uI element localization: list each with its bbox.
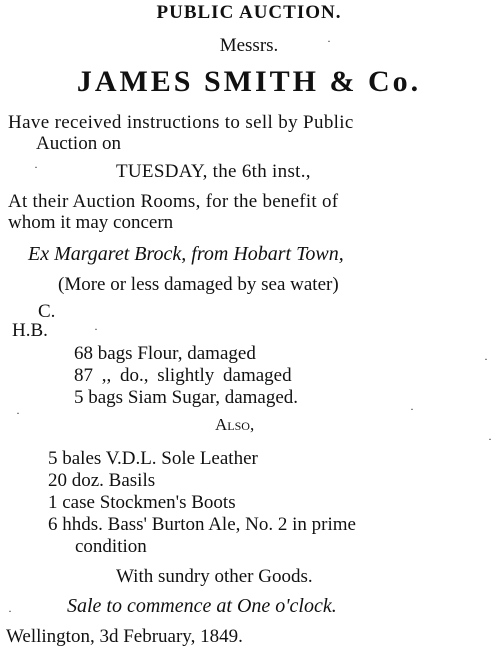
sale-time: Sale to commence at One o'clock. xyxy=(67,595,337,617)
ink-speck: · xyxy=(8,604,12,618)
also-heading: Also, xyxy=(215,415,255,434)
intro-line-3: At their Auction Rooms, for the benefit of xyxy=(8,191,339,212)
goods-item: 6 hhds. Bass' Burton Ale, No. 2 in prime xyxy=(48,514,356,535)
firm-name: JAMES SMITH & Co. xyxy=(76,65,422,98)
goods-item: 87 ,, do., slightly damaged xyxy=(74,365,292,386)
ink-speck: · xyxy=(410,402,414,416)
ink-speck: · xyxy=(488,432,492,446)
ink-speck: · xyxy=(327,34,331,48)
intro-line-4: whom it may concern xyxy=(8,212,174,233)
ink-speck: · xyxy=(34,160,38,174)
intro-line-2: Auction on xyxy=(36,133,121,154)
ad-title: PUBLIC AUCTION. xyxy=(156,2,342,23)
ink-speck: · xyxy=(484,352,488,366)
damage-note: (More or less damaged by sea water) xyxy=(58,274,339,295)
goods-item: 5 bags Siam Sugar, damaged. xyxy=(74,387,299,408)
sundry-goods: With sundry other Goods. xyxy=(116,566,313,587)
brand-mark-top: C. xyxy=(38,301,56,322)
dateline: Wellington, 3d February, 1849. xyxy=(6,626,243,647)
sale-day: TUESDAY, the 6th inst., xyxy=(116,161,311,182)
goods-item: 5 bales V.D.L. Sole Leather xyxy=(48,448,258,469)
goods-item: 20 doz. Basils xyxy=(48,470,156,491)
messrs-label: Messrs. xyxy=(219,35,279,56)
intro-line-1: Have received instructions to sell by Public xyxy=(8,112,354,133)
goods-item: 68 bags Flour, damaged xyxy=(74,343,256,364)
ship-line: Ex Margaret Brock, from Hobart Town, xyxy=(28,243,344,265)
brand-mark-bottom: H.B. xyxy=(12,320,48,341)
goods-item: 1 case Stockmen's Boots xyxy=(48,492,236,513)
goods-item-continuation: condition xyxy=(75,536,147,557)
ink-speck: · xyxy=(16,406,20,420)
ink-speck: · xyxy=(94,322,98,336)
